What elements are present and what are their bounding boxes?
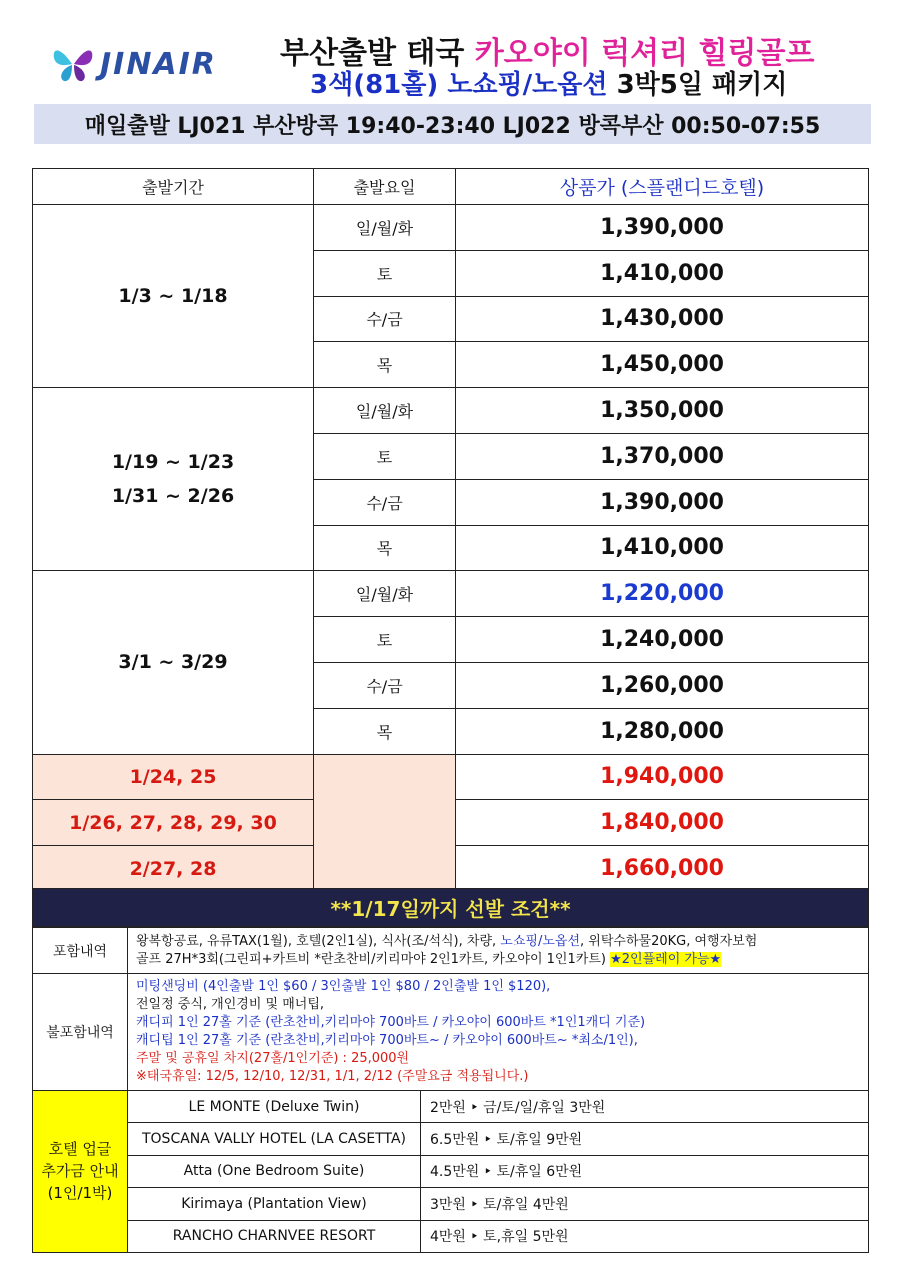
hotel-row bbox=[33, 1091, 869, 1123]
special-price: 1,940,000 bbox=[456, 754, 869, 800]
price-cell-highlight: 1,220,000 bbox=[456, 571, 869, 617]
hotel-row bbox=[33, 1123, 869, 1155]
days-cell: 목 bbox=[314, 525, 456, 571]
special-period: 1/24, 25 bbox=[33, 754, 314, 800]
period-text: 3/1 ~ 3/29 bbox=[118, 651, 228, 674]
excluded-line: 주말 및 공휴일 차지(27홀/1인기준) : 25,000원 bbox=[136, 1051, 410, 1066]
hotel-name: LE MONTE (Deluxe Twin) bbox=[128, 1091, 421, 1123]
special-price: 1,660,000 bbox=[456, 846, 869, 892]
excluded-line: 미팅샌딩비 (4인출발 1인 $60 / 3인출발 1인 $80 / 2인출발 1인 $120), bbox=[136, 979, 551, 994]
price-cell: 1,350,000 bbox=[456, 388, 869, 434]
price-cell: 1,410,000 bbox=[456, 525, 869, 571]
included-text: 골프 27H*3회(그린피+카트비 *란초찬비/키리마야 2인1카트, 카오야이 1인1카트) bbox=[136, 951, 611, 967]
period-text: 1/31 ~ 2/26 bbox=[111, 485, 235, 508]
hotel-label-line: 호텔 업글 bbox=[48, 1140, 112, 1159]
title-highlight-2: 3색(81홀) 노쇼핑/노옵션 bbox=[310, 70, 608, 100]
price-cell: 1,390,000 bbox=[456, 205, 869, 251]
price-table-header bbox=[33, 169, 869, 205]
hotel-label-line: (1인/1박) bbox=[47, 1184, 113, 1203]
excluded-row bbox=[33, 974, 869, 1091]
hotel-name: RANCHO CHARNVEE RESORT bbox=[128, 1220, 421, 1252]
hotel-upgrade-label bbox=[33, 1091, 128, 1253]
price-cell: 1,430,000 bbox=[456, 296, 869, 342]
hotel-price: 6.5만원 ‣ 토/휴일 9만원 bbox=[421, 1123, 869, 1155]
special-period: 2/27, 28 bbox=[33, 846, 314, 892]
period-cell bbox=[33, 205, 314, 388]
period-text: 1/19 ~ 1/23 bbox=[111, 451, 235, 474]
jinair-logo bbox=[52, 42, 217, 86]
days-cell: 토 bbox=[314, 433, 456, 479]
hotel-label-line: 추가금 안내 bbox=[41, 1162, 119, 1181]
logo-text: JINAIR bbox=[100, 46, 217, 82]
hotel-price: 3만원 ‣ 토/휴일 4만원 bbox=[421, 1188, 869, 1220]
included-text: , 위탁수하물20KG, 여행자보험 bbox=[580, 933, 758, 949]
early-booking-notice: **1/17일까지 선발 조건** bbox=[32, 888, 869, 927]
hotel-row bbox=[33, 1220, 869, 1252]
days-cell: 토 bbox=[314, 250, 456, 296]
price-cell: 1,390,000 bbox=[456, 479, 869, 525]
days-cell: 일/월/화 bbox=[314, 571, 456, 617]
table-row bbox=[33, 205, 869, 251]
butterfly-icon bbox=[52, 44, 94, 84]
header bbox=[0, 0, 905, 100]
hotel-name: Kirimaya (Plantation View) bbox=[128, 1188, 421, 1220]
flight-schedule: 매일출발 LJ021 부산방콕 19:40-23:40 LJ022 방콕부산 00:50-07:55 bbox=[34, 104, 871, 144]
price-cell: 1,260,000 bbox=[456, 662, 869, 708]
included-row bbox=[33, 928, 869, 974]
period-cell bbox=[33, 388, 314, 571]
days-cell: 수/금 bbox=[314, 662, 456, 708]
two-player-badge: ★2인플레이 가능★ bbox=[610, 951, 722, 967]
price-cell: 1,450,000 bbox=[456, 342, 869, 388]
period-cell bbox=[33, 571, 314, 754]
special-days-cell bbox=[314, 754, 456, 891]
days-cell: 수/금 bbox=[314, 296, 456, 342]
included-label: 포함내역 bbox=[33, 928, 128, 974]
hotel-price: 4만원 ‣ 토,휴일 5만원 bbox=[421, 1220, 869, 1252]
days-cell: 일/월/화 bbox=[314, 388, 456, 434]
days-cell: 토 bbox=[314, 617, 456, 663]
hotel-name: TOSCANA VALLY HOTEL (LA CASETTA) bbox=[128, 1123, 421, 1155]
included-line-2 bbox=[136, 951, 860, 969]
header-period: 출발기간 bbox=[33, 169, 314, 205]
excluded-line: 캐디피 1인 27홀 기준 (란초찬비,키리마야 700바트 / 카오야이 600바트 *1인1캐디 기준) bbox=[136, 1015, 646, 1030]
included-highlight: 노쇼핑/노옵션 bbox=[500, 933, 581, 949]
header-days: 출발요일 bbox=[314, 169, 456, 205]
hotel-row bbox=[33, 1155, 869, 1187]
days-cell: 목 bbox=[314, 708, 456, 754]
inclusion-table bbox=[32, 927, 869, 1091]
hotel-name: Atta (One Bedroom Suite) bbox=[128, 1155, 421, 1187]
period-text: 1/3 ~ 1/18 bbox=[118, 285, 228, 308]
price-cell: 1,410,000 bbox=[456, 250, 869, 296]
price-table bbox=[32, 168, 869, 892]
price-cell: 1,240,000 bbox=[456, 617, 869, 663]
days-cell: 일/월/화 bbox=[314, 205, 456, 251]
price-cell: 1,280,000 bbox=[456, 708, 869, 754]
included-line-1 bbox=[136, 933, 860, 951]
price-cell: 1,370,000 bbox=[456, 433, 869, 479]
days-cell: 목 bbox=[314, 342, 456, 388]
title-highlight: 카오야이 럭셔리 힐링골프 bbox=[474, 36, 815, 71]
title-suffix: 3박5일 패키지 bbox=[607, 70, 788, 100]
excluded-label: 불포함내역 bbox=[33, 974, 128, 1091]
hotel-price: 4.5만원 ‣ 토/휴일 6만원 bbox=[421, 1155, 869, 1187]
hotel-price: 2만원 ‣ 금/토/일/휴일 3만원 bbox=[421, 1091, 869, 1123]
title-line-2 bbox=[310, 64, 870, 101]
included-body bbox=[128, 928, 869, 974]
special-period: 1/26, 27, 28, 29, 30 bbox=[33, 800, 314, 846]
table-row bbox=[33, 388, 869, 434]
special-row bbox=[33, 754, 869, 800]
excluded-line: 캐디팁 1인 27홀 기준 (란초찬비,키리마야 700바트~ / 카오야이 600바트~ *최소/1인), bbox=[136, 1033, 638, 1048]
days-cell: 수/금 bbox=[314, 479, 456, 525]
hotel-row bbox=[33, 1188, 869, 1220]
header-price: 상품가 (스플랜디드호텔) bbox=[456, 169, 869, 205]
table-row bbox=[33, 571, 869, 617]
excluded-line: 전일정 중식, 개인경비 및 매너팁, bbox=[136, 997, 325, 1012]
excluded-line: ※태국휴일: 12/5, 12/10, 12/31, 1/1, 2/12 (주말요금 적용됩니다.) bbox=[136, 1069, 529, 1084]
included-text: 왕복항공료, 유류TAX(1월), 호텔(2인1실), 식사(조/석식), 차량, bbox=[136, 933, 501, 949]
title-prefix: 부산출발 태국 bbox=[280, 36, 475, 71]
special-price: 1,840,000 bbox=[456, 800, 869, 846]
hotel-upgrade-table bbox=[32, 1090, 869, 1253]
excluded-body bbox=[128, 974, 869, 1091]
